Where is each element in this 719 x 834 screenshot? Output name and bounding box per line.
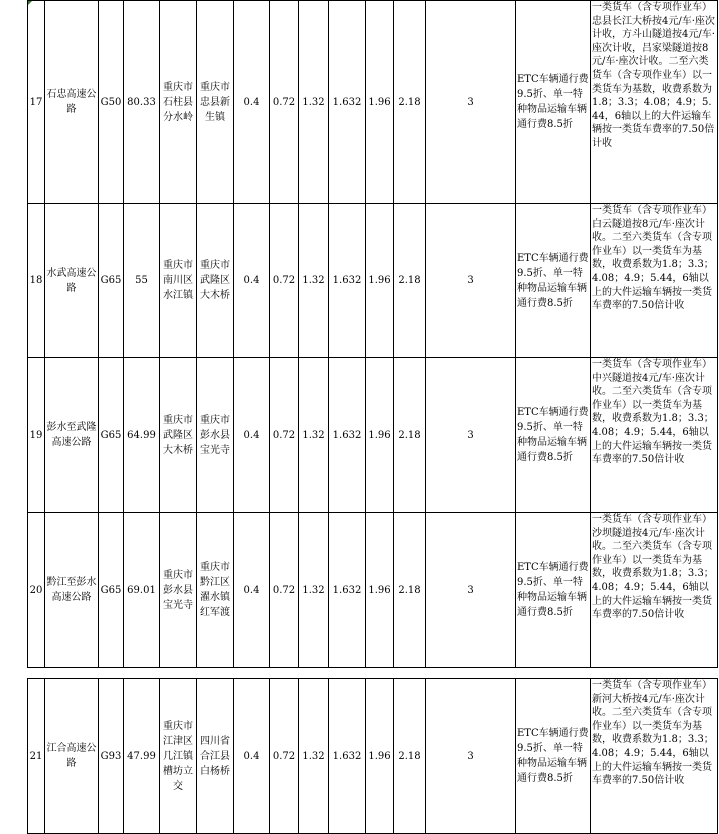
discount-policy: ETC车辆通行费9.5折、单一特种物品运输车辆通行费8.5折 — [516, 513, 591, 668]
table-row — [28, 679, 718, 834]
table-row — [28, 513, 718, 668]
road-code: G65 — [99, 513, 124, 668]
road-length: 47.99 — [124, 679, 160, 834]
table-row — [28, 358, 718, 513]
start-point: 重庆市石柱县分水岭 — [160, 1, 197, 204]
rate-1: 0.4 — [234, 358, 270, 513]
rate-5: 1.96 — [366, 204, 394, 358]
road-length: 55 — [124, 204, 160, 358]
rate-2: 0.72 — [270, 358, 299, 513]
rate-3: 1.32 — [299, 1, 329, 204]
discount-policy: ETC车辆通行费9.5折、单一特种物品运输车辆通行费8.5折 — [516, 679, 591, 834]
toll-table — [27, 0, 718, 834]
road-name: 彭水至武隆高速公路 — [45, 358, 99, 513]
rate-3: 1.32 — [299, 513, 329, 668]
discount-policy: ETC车辆通行费9.5折、单一特种物品运输车辆通行费8.5折 — [516, 204, 591, 358]
discount-policy: ETC车辆通行费9.5折、单一特种物品运输车辆通行费8.5折 — [516, 358, 591, 513]
start-point: 重庆市江津区几江镇槽坊立交 — [160, 679, 197, 834]
road-length: 80.33 — [124, 1, 160, 204]
rate-4: 1.632 — [329, 1, 366, 204]
row-gap-cell — [28, 668, 718, 679]
row-number: 19 — [28, 358, 45, 513]
rate-6: 2.18 — [394, 513, 426, 668]
count: 3 — [426, 1, 516, 204]
rate-1: 0.4 — [234, 204, 270, 358]
table-row — [28, 1, 718, 204]
rate-2: 0.72 — [270, 679, 299, 834]
road-name: 石忠高速公路 — [45, 1, 99, 204]
remark: 一类货车（含专项作业车）中兴隧道按4元/车·座次计收。二至六类货车（含专项作业车）以一类货车为基数，收费系数为1.8；3.3；4.08；4.9；5.44，6轴以上的大件运输车辆按一类货车费率的7.50倍计收 — [591, 358, 718, 513]
count: 3 — [426, 513, 516, 668]
row-number: 20 — [28, 513, 45, 668]
rate-6: 2.18 — [394, 204, 426, 358]
rate-2: 0.72 — [270, 513, 299, 668]
rate-6: 2.18 — [394, 358, 426, 513]
remark: 一类货车（含专项作业车）新河大桥按4元/车·座次计收。二至六类货车（含专项作业车）以一类货车为基数，收费系数为1.8；3.3；4.08；4.9；5.44，6轴以上的大件运输车辆按一类货车费率的7.50倍计收 — [591, 679, 718, 834]
rate-6: 2.18 — [394, 679, 426, 834]
remark: 一类货车（含专项作业车）沙坝隧道按4元/车·座次计收。二至六类货车（含专项作业车）以一类货车为基数，收费系数为1.8；3.3；4.08；4.9；5.44，6轴以上的大件运输车辆按一类货车费率的7.50倍计收 — [591, 513, 718, 668]
rate-5: 1.96 — [366, 1, 394, 204]
row-gap — [28, 668, 718, 679]
start-point: 重庆市彭水县宝光寺 — [160, 513, 197, 668]
road-code: G50 — [99, 1, 124, 204]
rate-2: 0.72 — [270, 1, 299, 204]
road-code: G65 — [99, 204, 124, 358]
rate-4: 1.632 — [329, 513, 366, 668]
rate-3: 1.32 — [299, 679, 329, 834]
rate-4: 1.632 — [329, 204, 366, 358]
row-number: 17 — [28, 1, 45, 204]
road-length: 69.01 — [124, 513, 160, 668]
rate-1: 0.4 — [234, 679, 270, 834]
end-point: 重庆市黔江区濯水镇红军渡 — [197, 513, 234, 668]
discount-policy: ETC车辆通行费9.5折、单一特种物品运输车辆通行费8.5折 — [516, 1, 591, 204]
road-name: 江合高速公路 — [45, 679, 99, 834]
rate-5: 1.96 — [366, 679, 394, 834]
rate-4: 1.632 — [329, 358, 366, 513]
end-point: 重庆市彭水县宝光寺 — [197, 358, 234, 513]
end-point: 四川省合江县白杨桥 — [197, 679, 234, 834]
road-code: G93 — [99, 679, 124, 834]
rate-1: 0.4 — [234, 513, 270, 668]
end-point: 重庆市武隆区大木桥 — [197, 204, 234, 358]
table-row — [28, 204, 718, 358]
rate-5: 1.96 — [366, 358, 394, 513]
rate-3: 1.32 — [299, 358, 329, 513]
road-code: G65 — [99, 358, 124, 513]
rate-3: 1.32 — [299, 204, 329, 358]
count: 3 — [426, 358, 516, 513]
rate-1: 0.4 — [234, 1, 270, 204]
rate-2: 0.72 — [270, 204, 299, 358]
remark: 一类货车（含专项作业车）白云隧道按8元/车·座次计收。二至六类货车（含专项作业车）以一类货车为基数，收费系数为1.8；3.3；4.08；4.9；5.44，6轴以上的大件运输车辆按一类货车费率的7.50倍计收 — [591, 204, 718, 358]
end-point: 重庆市忠县新生镇 — [197, 1, 234, 204]
count: 3 — [426, 679, 516, 834]
row-number: 21 — [28, 679, 45, 834]
road-name: 黔江至彭水高速公路 — [45, 513, 99, 668]
start-point: 重庆市南川区水江镇 — [160, 204, 197, 358]
rate-5: 1.96 — [366, 513, 394, 668]
road-length: 64.99 — [124, 358, 160, 513]
count: 3 — [426, 204, 516, 358]
rate-4: 1.632 — [329, 679, 366, 834]
remark: 一类货车（含专项作业车）忠县长江大桥按4元/车·座次计收，方斗山隧道按4元/车·座次计收，吕家梁隧道按8元/车·座次计收。二至六类货车（含专项作业车）以一类货车为基数，收费系数为1.8；3.3；4.08；4.9；5.44，6轴以上的大件运输车辆按一类货车费率的7.50倍计收 — [591, 1, 718, 204]
row-number: 18 — [28, 204, 45, 358]
road-name: 水武高速公路 — [45, 204, 99, 358]
rate-6: 2.18 — [394, 1, 426, 204]
start-point: 重庆市武隆区大木桥 — [160, 358, 197, 513]
